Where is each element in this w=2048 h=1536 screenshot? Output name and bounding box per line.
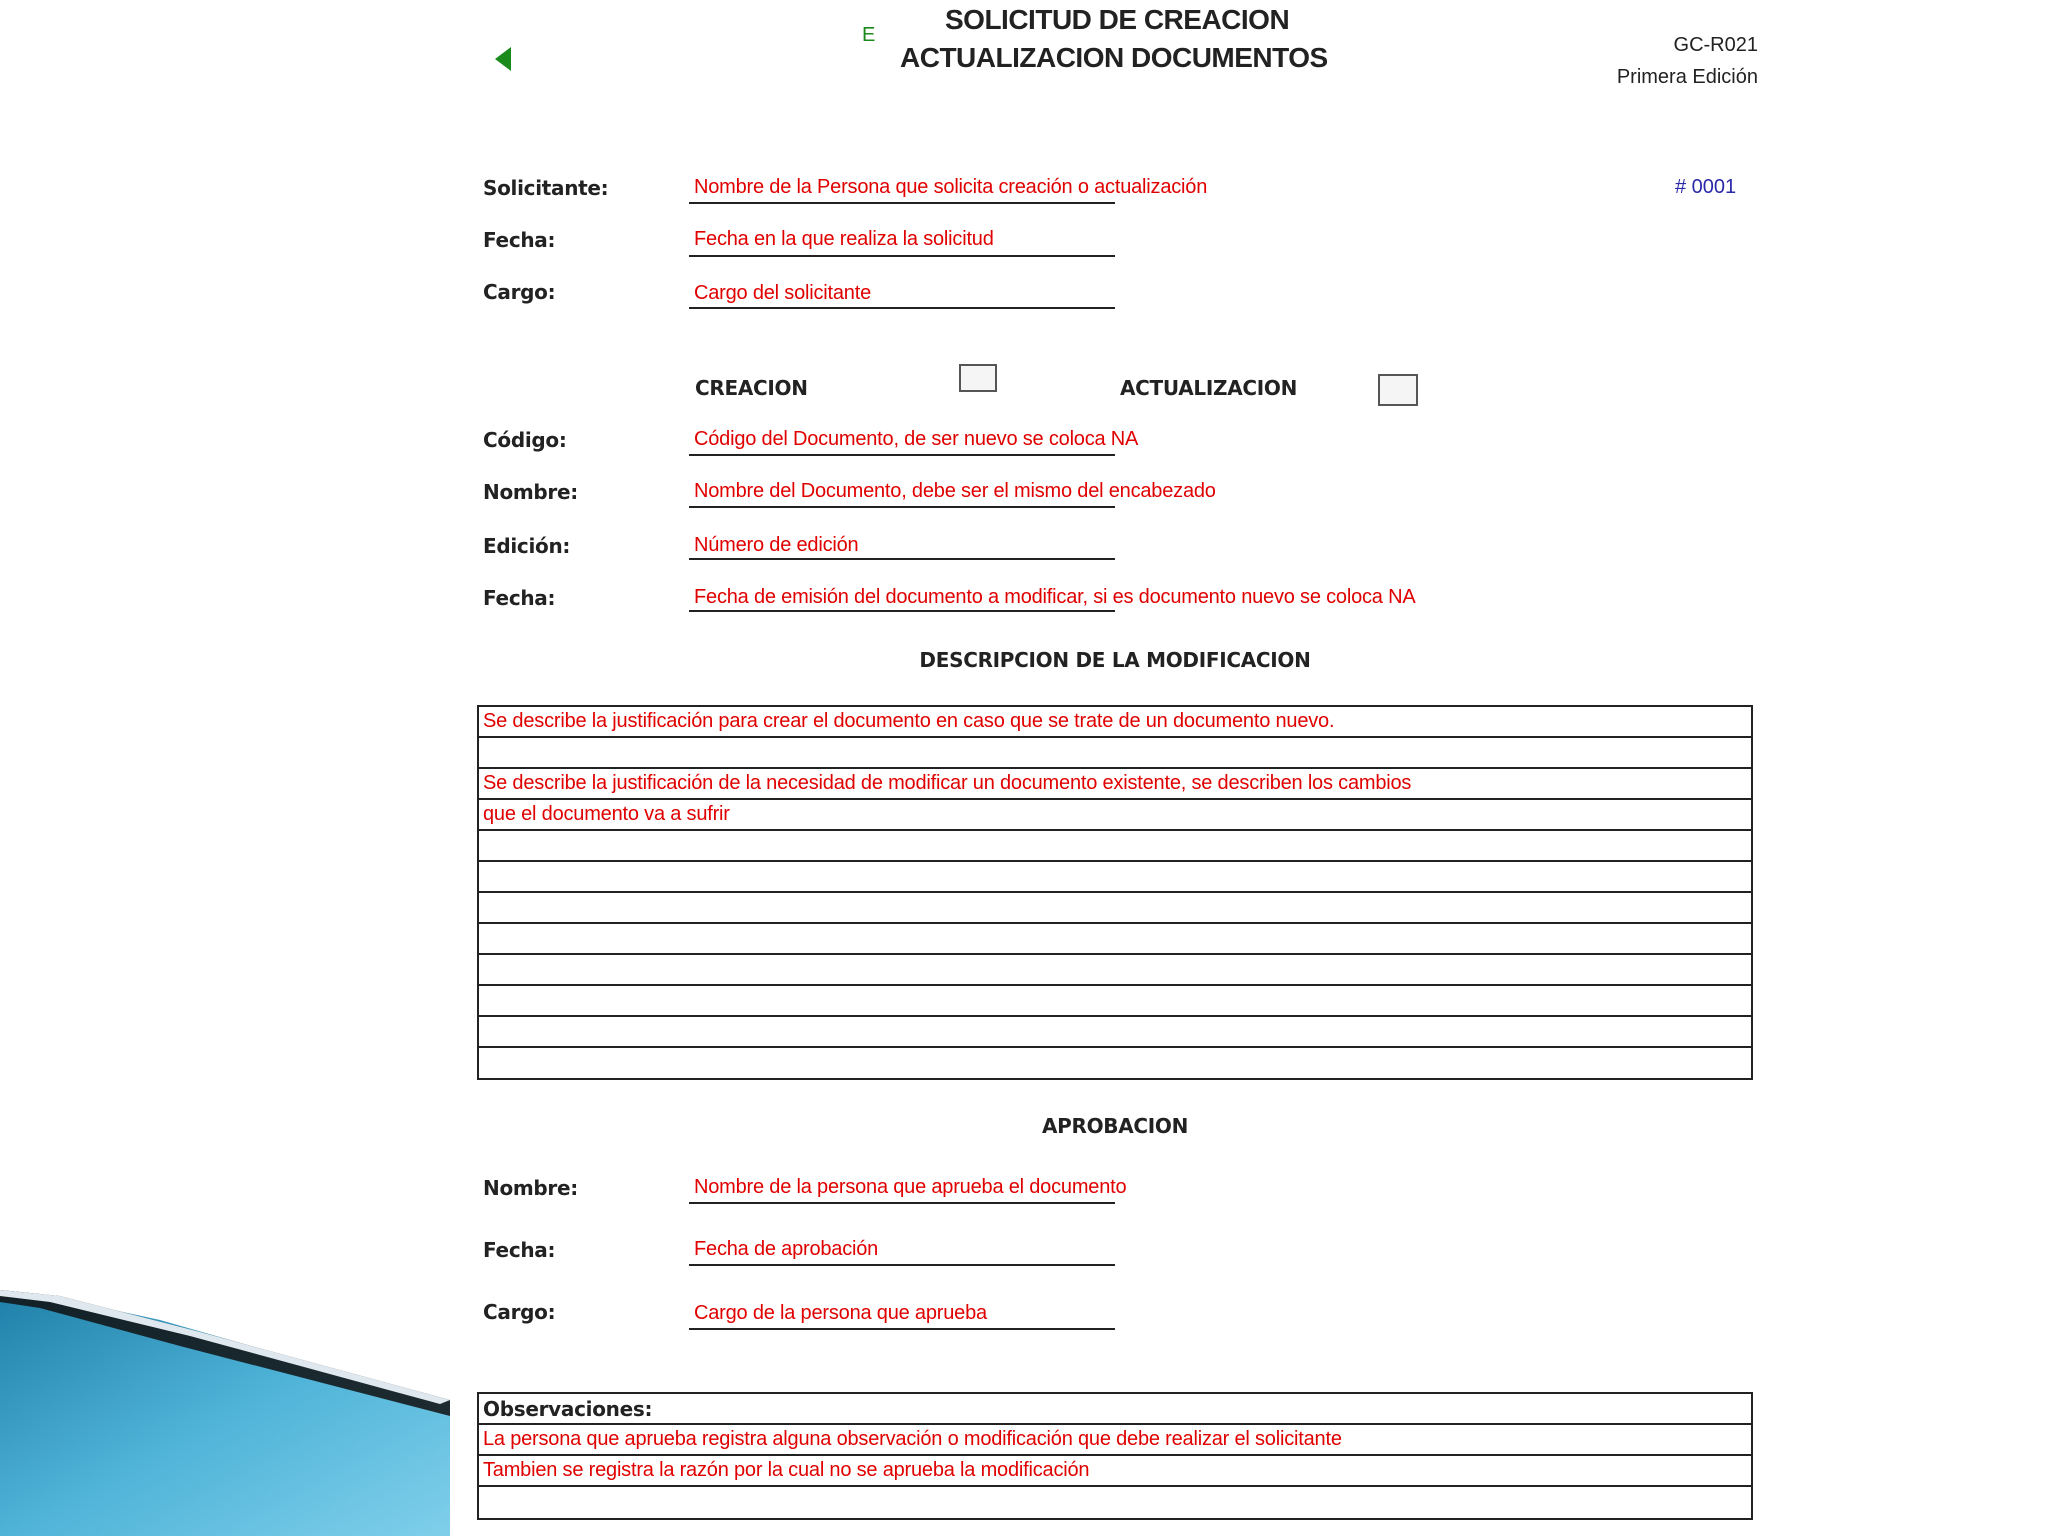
table-row[interactable]: que el documento va a sufrir (479, 800, 1751, 831)
edicion-value[interactable]: Número de edición (694, 534, 859, 556)
edicion-label: Edición: (483, 534, 571, 558)
solicitante-label: Solicitante: (483, 176, 609, 200)
document-fecha-underline (689, 610, 1115, 612)
approval-fecha-underline (689, 1264, 1115, 1266)
approval-heading: APROBACION (1041, 1114, 1189, 1138)
description-table (477, 705, 1753, 1080)
back-arrow-icon[interactable] (495, 47, 511, 71)
codigo-value[interactable]: Código del Documento, de ser nuevo se coloca NA (694, 428, 1139, 450)
cargo-label: Cargo: (483, 280, 556, 304)
table-row[interactable]: La persona que aprueba registra alguna observación o modificación que debe realizar el solicitante (479, 1425, 1751, 1456)
table-row[interactable] (479, 986, 1751, 1017)
fecha-underline (689, 255, 1115, 257)
table-row[interactable] (479, 862, 1751, 893)
table-row[interactable] (479, 831, 1751, 862)
approval-cargo-label: Cargo: (483, 1300, 556, 1324)
fecha-value[interactable]: Fecha en la que realiza la solicitud (694, 228, 994, 250)
table-row[interactable] (479, 1017, 1751, 1048)
creacion-label: CREACION (695, 376, 808, 400)
title-line-1: SOLICITUD DE CREACION (945, 4, 1290, 35)
nombre-value[interactable]: Nombre del Documento, debe ser el mismo del encabezado (694, 480, 1216, 502)
creacion-checkbox[interactable] (959, 364, 997, 392)
table-row[interactable]: Tambien se registra la razón por la cual no se aprueba la modificación (479, 1456, 1751, 1487)
table-row[interactable] (479, 893, 1751, 924)
nombre-underline (689, 506, 1115, 508)
approval-cargo-underline (689, 1328, 1115, 1330)
table-row[interactable] (479, 1048, 1751, 1078)
codigo-label: Código: (483, 428, 567, 452)
table-row[interactable]: Se describe la justificación para crear el documento en caso que se trate de un documento nuevo. (479, 707, 1751, 738)
document-fecha-label: Fecha: (483, 586, 556, 610)
table-row[interactable] (479, 1487, 1751, 1518)
table-row[interactable] (479, 738, 1751, 769)
approval-nombre-label: Nombre: (483, 1176, 578, 1200)
document-code: GC-R021 (1673, 34, 1758, 56)
actualizacion-label: ACTUALIZACION (1120, 376, 1298, 400)
table-row[interactable] (479, 955, 1751, 986)
document-fecha-value[interactable]: Fecha de emisión del documento a modificar, si es documento nuevo se coloca NA (694, 586, 1416, 608)
solicitante-underline (689, 202, 1115, 204)
table-row[interactable] (479, 924, 1751, 955)
decorative-corner-band (0, 1290, 450, 1536)
observations-table (477, 1392, 1753, 1520)
header-letter: E (862, 24, 876, 46)
solicitante-value[interactable]: Nombre de la Persona que solicita creación o actualización (694, 176, 1208, 198)
approval-nombre-underline (689, 1202, 1115, 1204)
codigo-underline (689, 454, 1115, 456)
fecha-label: Fecha: (483, 228, 556, 252)
cargo-value[interactable]: Cargo del solicitante (694, 282, 872, 304)
approval-fecha-value[interactable]: Fecha de aprobación (694, 1238, 879, 1260)
approval-cargo-value[interactable]: Cargo de la persona que aprueba (694, 1302, 987, 1324)
table-row[interactable]: Se describe la justificación de la necesidad de modificar un documento existente, se describen los cambios (479, 769, 1751, 800)
observations-heading-row: Observaciones: (479, 1394, 1751, 1425)
approval-nombre-value[interactable]: Nombre de la persona que aprueba el documento (694, 1176, 1127, 1198)
actualizacion-checkbox[interactable] (1378, 374, 1418, 406)
title-line-2: ACTUALIZACION DOCUMENTOS (900, 42, 1328, 73)
document-edition: Primera Edición (1616, 66, 1758, 88)
nombre-label: Nombre: (483, 480, 578, 504)
cargo-underline (689, 307, 1115, 309)
edicion-underline (689, 558, 1115, 560)
approval-fecha-label: Fecha: (483, 1238, 556, 1262)
request-number: # 0001 (1675, 176, 1737, 198)
description-heading: DESCRIPCION DE LA MODIFICACION (919, 648, 1311, 672)
